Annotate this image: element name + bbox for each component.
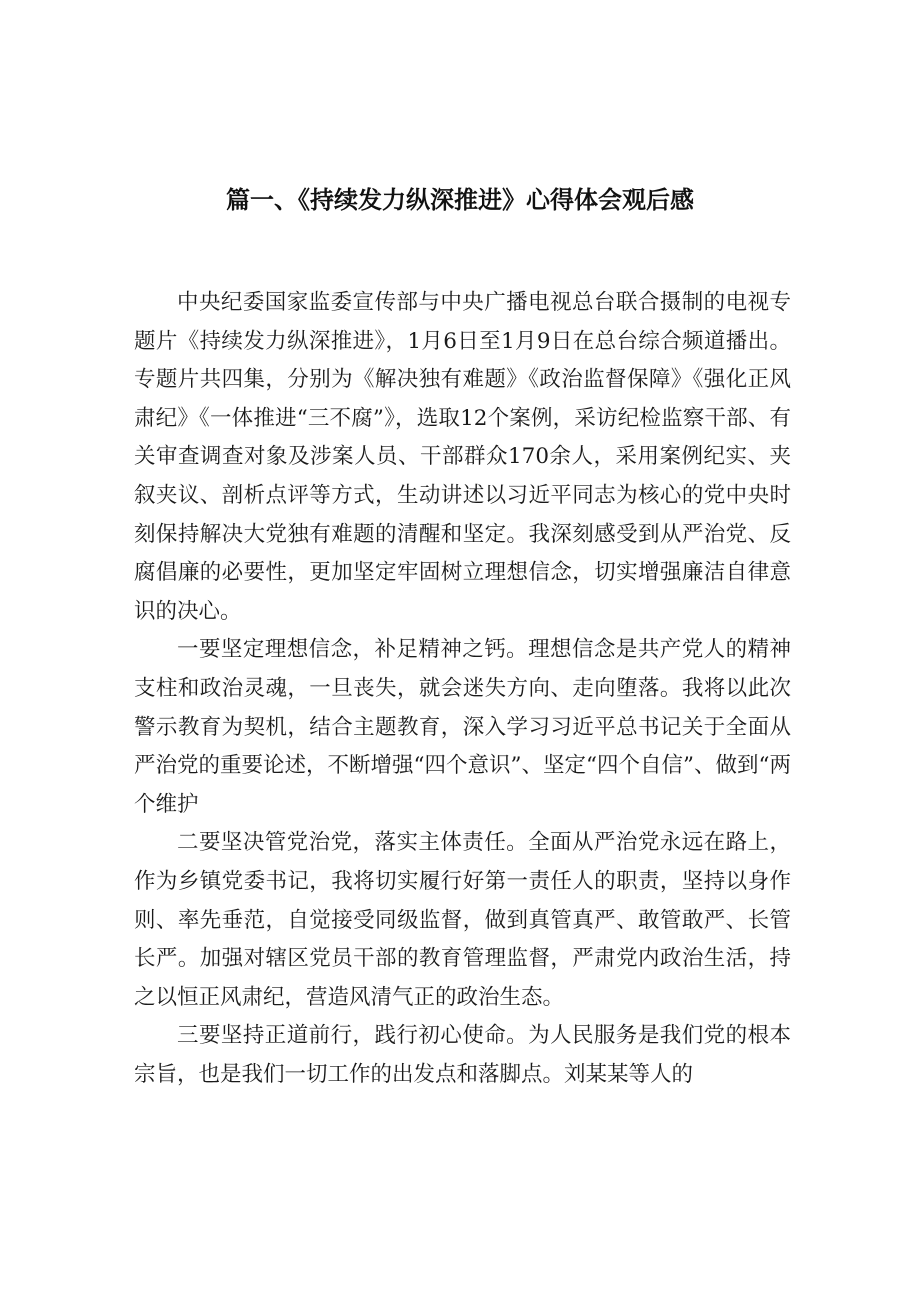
- paragraph-ideals: 一要坚定理想信念，补足精神之钙。理想信念是共产党人的精神支柱和政治灵魂，一旦丧失，就会迷失方向、走向堕落。我将以此次警示教育为契机，结合主题教育，深入学习习近平总书记关于全面从严治党的重要论述，不断增强“四个意识”、坚定“四个自信”、做到“两个维护: [134, 637, 791, 817]
- paragraph-party-governance: 二要坚决管党治党，落实主体责任。全面从严治党永远在路上，作为乡镇党委书记，我将切实履行好第一责任人的职责，坚持以身作则、率先垂范，自觉接受同级监督，做到真管真严、敢管敢严、长管长严。加强对辖区党员干部的教育管理监督，严肃党内政治生活，持之以恒正风肃纪，营造风清气正的政治生态。: [134, 830, 791, 1010]
- paragraph-intro: 中央纪委国家监委宣传部与中央广播电视总台联合摄制的电视专题片《持续发力纵深推进》，1月6日至1月9日在总台综合频道播出。专题片共四集，分别为《解决独有难题》《政治监督保障》《强化正风肃纪》《一体推进“三不腐”》，选取12个案例，采访纪检监察干部、有关审查调查对象及涉案人员、干部群众170余人，采用案例纪实、夹叙夹议、剖析点评等方式，生动讲述以习近平同志为核心的党中央时刻保持解决大党独有难题的清醒和坚定。我深刻感受到从严治党、反腐倡廉的必要性，更加坚定牢固树立理想信念，切实增强廉洁自律意识的决心。: [134, 290, 791, 624]
- document-title: 篇一、《持续发力纵深推进》心得体会观后感: [226, 186, 694, 214]
- paragraph-mission: 三要坚持正道前行，践行初心使命。为人民服务是我们党的根本宗旨，也是我们一切工作的出发点和落脚点。刘某某等人的: [134, 1023, 791, 1087]
- document-body: [134, 284, 791, 1094]
